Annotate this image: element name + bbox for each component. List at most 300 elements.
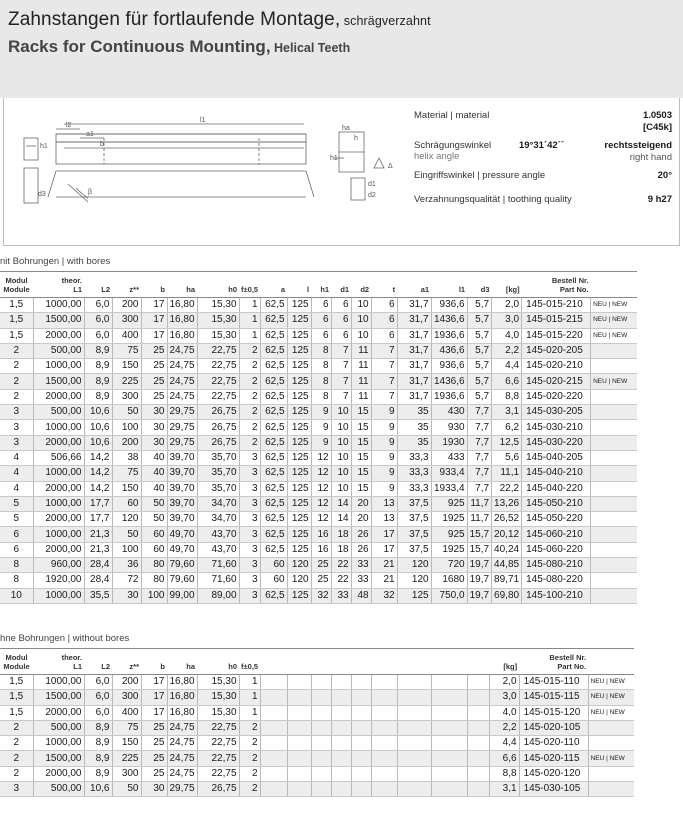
table-cell: 145-020-220 — [522, 389, 591, 404]
table-cell: 2 — [0, 359, 33, 374]
table-cell — [431, 720, 467, 735]
table-cell: 15,30 — [197, 298, 239, 313]
table-row — [0, 751, 634, 766]
table-cell: 145-040-205 — [522, 450, 591, 465]
table-cell: 5 — [0, 512, 33, 527]
table-cell: 62,5 — [260, 420, 287, 435]
table-cell: 14,2 — [84, 481, 112, 496]
table-cell: 6,0 — [84, 328, 112, 343]
table-cell: 22,75 — [197, 374, 239, 389]
col-z: z** — [112, 272, 141, 298]
col-partno-text: Part No. — [559, 285, 589, 294]
col-empty — [397, 649, 431, 675]
label-d1: d1 — [368, 181, 376, 188]
label-h1: h1 — [40, 143, 48, 150]
table-cell: 1 — [239, 328, 260, 343]
table-cell: 25 — [141, 389, 167, 404]
table-cell: 35,70 — [197, 450, 239, 465]
table-cell: 145-050-210 — [522, 496, 591, 511]
table-cell: 2 — [239, 389, 260, 404]
table-cell: 125 — [287, 328, 311, 343]
table-cell: 15 — [351, 420, 371, 435]
table-cell: 30 — [141, 405, 167, 420]
table-cell: NEU | NEW — [591, 298, 637, 313]
table-cell: 5,7 — [467, 313, 491, 328]
table-cell — [591, 573, 637, 588]
table-cell — [467, 736, 489, 751]
label-ha: ha — [342, 125, 350, 132]
table-cell: 120 — [287, 573, 311, 588]
table-cell: 3 — [239, 573, 260, 588]
col-module-en: Module — [3, 662, 30, 671]
table-cell: 5,6 — [492, 450, 522, 465]
table-cell — [397, 736, 431, 751]
table-cell: 1925 — [431, 542, 467, 557]
table-cell: 17,7 — [84, 496, 112, 511]
col-bestell: Bestell Nr. — [551, 276, 589, 285]
col-h1: h1 — [311, 272, 331, 298]
table-cell: 39,70 — [167, 450, 197, 465]
col-l1 — [33, 649, 84, 675]
table-cell: 4,0 — [489, 705, 519, 720]
table-cell: 2 — [239, 720, 260, 735]
table-cell — [591, 512, 637, 527]
table-cell: 10 — [331, 450, 351, 465]
table-cell: 71,60 — [197, 573, 239, 588]
table-cell: 2,2 — [492, 343, 522, 358]
table-cell: 8,9 — [84, 389, 112, 404]
table-cell: 14,2 — [84, 466, 112, 481]
col-ha: ha — [167, 649, 197, 675]
col-modul — [0, 649, 33, 675]
table-cell: 37,5 — [397, 512, 431, 527]
table-cell: 2,2 — [489, 720, 519, 735]
table-cell: 24,75 — [167, 374, 197, 389]
table-cell: 3 — [239, 450, 260, 465]
helix-value: 19°31´42´´ — [519, 140, 564, 151]
table-cell — [260, 766, 287, 781]
table-cell — [397, 720, 431, 735]
table-cell — [397, 782, 431, 797]
table-cell: 2 — [0, 720, 33, 735]
table-cell: 6,0 — [84, 705, 112, 720]
table-cell: 62,5 — [260, 542, 287, 557]
table-cell — [467, 690, 489, 705]
table-cell: 22 — [331, 558, 351, 573]
table-cell: 2 — [239, 359, 260, 374]
table-cell: 5,7 — [467, 389, 491, 404]
table-cell: 125 — [287, 359, 311, 374]
table-cell — [351, 766, 371, 781]
table-cell — [371, 736, 397, 751]
table-row — [0, 389, 637, 404]
table-cell: 22,2 — [492, 481, 522, 496]
table-cell: 1436,6 — [431, 313, 467, 328]
table-cell: 145-030-105 — [519, 782, 588, 797]
table-cell: 145-015-220 — [522, 328, 591, 343]
table-cell: 936,6 — [431, 298, 467, 313]
table-cell: 4 — [0, 481, 33, 496]
table-cell: 13 — [371, 512, 397, 527]
table-cell: 11,7 — [467, 496, 491, 511]
table-cell: 3 — [239, 558, 260, 573]
label-a1: a1 — [86, 131, 94, 138]
table-cell: 145-015-115 — [519, 690, 588, 705]
table-cell: 89,71 — [492, 573, 522, 588]
table-cell — [287, 766, 311, 781]
col-new — [588, 649, 634, 675]
table-cell: 8,9 — [84, 736, 112, 751]
table-cell: 1 — [239, 675, 260, 690]
table-cell: 6,6 — [492, 374, 522, 389]
table-cell: 31,7 — [397, 328, 431, 343]
table-cell: 145-020-105 — [519, 720, 588, 735]
table-cell: 1000,00 — [33, 588, 84, 603]
table-cell: 22,75 — [197, 359, 239, 374]
table-cell: 9 — [371, 466, 397, 481]
table-cell: 7 — [331, 359, 351, 374]
table-cell — [397, 705, 431, 720]
table-cell: 30 — [141, 420, 167, 435]
table-cell: 14 — [331, 512, 351, 527]
col-empty — [287, 649, 311, 675]
table-cell: 6 — [311, 313, 331, 328]
table-cell: 79,60 — [167, 573, 197, 588]
table-cell: 9 — [371, 405, 397, 420]
table-cell: 11,1 — [492, 466, 522, 481]
table-row — [0, 328, 637, 343]
table-cell: 16,80 — [167, 675, 197, 690]
table-cell: 30 — [112, 588, 141, 603]
table-cell: 35,70 — [197, 481, 239, 496]
table-cell: 33,3 — [397, 481, 431, 496]
table-cell — [431, 705, 467, 720]
table-cell: 3,0 — [492, 313, 522, 328]
table-cell: 120 — [397, 573, 431, 588]
table-cell: 125 — [287, 420, 311, 435]
table-cell: 1933,4 — [431, 481, 467, 496]
label-l2: l2 — [66, 122, 72, 129]
table-cell: 125 — [287, 343, 311, 358]
table-cell: 145-020-210 — [522, 359, 591, 374]
col-l2: L2 — [84, 272, 112, 298]
table-cell: 22,75 — [197, 766, 239, 781]
section-title-with-bores: nit Bohrungen | with bores — [0, 256, 111, 267]
table-cell: NEU | NEW — [591, 328, 637, 343]
table-cell: 6 — [331, 328, 351, 343]
spec-quality — [414, 194, 672, 214]
table-cell: 1680 — [431, 573, 467, 588]
col-t: t — [371, 272, 397, 298]
table-cell: 125 — [287, 435, 311, 450]
table-cell: 16,80 — [167, 690, 197, 705]
col-z: z** — [112, 649, 141, 675]
table-row — [0, 527, 637, 542]
table-cell: 7,7 — [467, 466, 491, 481]
table-cell: 32 — [371, 588, 397, 603]
table-cell: 39,70 — [167, 496, 197, 511]
table-cell: 26,52 — [492, 512, 522, 527]
table-cell: 31,7 — [397, 343, 431, 358]
table-cell: 71,60 — [197, 558, 239, 573]
col-empty — [371, 649, 397, 675]
table-cell: 936,6 — [431, 359, 467, 374]
table-cell — [371, 720, 397, 735]
table-cell: 10,6 — [84, 420, 112, 435]
table-cell: 933,4 — [431, 466, 467, 481]
table-cell: 125 — [287, 405, 311, 420]
table-row — [0, 573, 637, 588]
table-cell: NEU | NEW — [588, 690, 634, 705]
table-cell: 145-080-220 — [522, 573, 591, 588]
table-cell — [431, 675, 467, 690]
table-cell — [260, 675, 287, 690]
table-cell: 8 — [311, 374, 331, 389]
table-cell: 7,7 — [467, 481, 491, 496]
table-cell: 4,4 — [492, 359, 522, 374]
table-cell: 125 — [287, 450, 311, 465]
table-cell: 37,5 — [397, 496, 431, 511]
table-cell: 35 — [397, 435, 431, 450]
table-cell: 506,66 — [33, 450, 84, 465]
table-cell: 3,1 — [489, 782, 519, 797]
table-cell: 3 — [239, 542, 260, 557]
col-d1: d1 — [331, 272, 351, 298]
label-d3: d3 — [38, 191, 46, 198]
spec-pressure — [414, 170, 672, 194]
page-header — [0, 0, 683, 98]
table-cell: 62,5 — [260, 496, 287, 511]
table-cell: 2000,00 — [33, 328, 84, 343]
table-cell: 5,7 — [467, 359, 491, 374]
table-cell: 2 — [0, 766, 33, 781]
table-cell — [260, 720, 287, 735]
col-kg: [kg] — [492, 272, 522, 298]
table-cell: 62,5 — [260, 359, 287, 374]
table-cell: 11 — [351, 343, 371, 358]
table-cell: 150 — [112, 481, 141, 496]
col-d2: d2 — [351, 272, 371, 298]
table-cell: 1920,00 — [33, 573, 84, 588]
table-cell — [331, 720, 351, 735]
col-h0: h0 — [197, 272, 239, 298]
table-cell: 4 — [0, 450, 33, 465]
table-cell: 125 — [287, 389, 311, 404]
material-value-short: [C45k] — [642, 122, 672, 133]
table-cell: 4,0 — [492, 328, 522, 343]
table-cell: 6 — [331, 298, 351, 313]
table-cell: 1 — [239, 298, 260, 313]
table-with-bores — [0, 271, 637, 604]
table-cell: 2 — [239, 782, 260, 797]
table-cell: 125 — [287, 466, 311, 481]
table-cell: 10 — [0, 588, 33, 603]
table-cell: 6 — [371, 328, 397, 343]
table-cell: 8,9 — [84, 766, 112, 781]
table-row — [0, 558, 637, 573]
table-cell: 6 — [331, 313, 351, 328]
table-cell: 10 — [331, 466, 351, 481]
table-cell: 200 — [112, 675, 141, 690]
table-cell: 145-015-110 — [519, 675, 588, 690]
table-cell: 225 — [112, 751, 141, 766]
table-cell: 145-015-215 — [522, 313, 591, 328]
table-cell — [287, 751, 311, 766]
table-cell: 31,7 — [397, 359, 431, 374]
col-module-en: Module — [3, 285, 30, 294]
table-cell — [591, 588, 637, 603]
table-cell: NEU | NEW — [591, 313, 637, 328]
table-cell — [591, 420, 637, 435]
table-cell: 750,0 — [431, 588, 467, 603]
table-cell: 300 — [112, 766, 141, 781]
col-l2: L2 — [84, 649, 112, 675]
table-cell: 2,0 — [492, 298, 522, 313]
helix-direction: rechtssteigend — [604, 140, 672, 151]
table-cell — [431, 782, 467, 797]
title-english — [8, 37, 683, 57]
table-cell: 15 — [351, 466, 371, 481]
table-cell: 18 — [331, 542, 351, 557]
table-cell: 15 — [351, 405, 371, 420]
table-cell: 17 — [141, 328, 167, 343]
table-cell: 500,00 — [33, 343, 84, 358]
table-cell: 5,7 — [467, 298, 491, 313]
table-cell — [591, 405, 637, 420]
table-cell: 1500,00 — [33, 313, 84, 328]
table-cell: 39,70 — [167, 481, 197, 496]
table-cell: 15,30 — [197, 705, 239, 720]
table-cell: 3 — [239, 512, 260, 527]
table-cell: 145-060-210 — [522, 527, 591, 542]
table-cell: 3 — [0, 405, 33, 420]
table-cell — [287, 736, 311, 751]
table-cell: 2,0 — [489, 675, 519, 690]
table-cell: 145-020-120 — [519, 766, 588, 781]
table-cell: 6 — [0, 542, 33, 557]
table-cell: 6 — [311, 298, 331, 313]
quality-value: 9 h27 — [647, 194, 672, 205]
header-row — [0, 649, 634, 675]
table-cell — [331, 736, 351, 751]
table-cell: 20 — [351, 496, 371, 511]
rack-body — [56, 142, 306, 164]
table-cell: 12 — [311, 466, 331, 481]
table-cell: 145-015-210 — [522, 298, 591, 313]
table-cell: 6 — [311, 328, 331, 343]
table-cell: 1,5 — [0, 690, 33, 705]
table-cell: 300 — [112, 313, 141, 328]
table-cell: 6 — [371, 313, 397, 328]
table-cell: 21,3 — [84, 542, 112, 557]
table-cell: 2000,00 — [33, 542, 84, 557]
table-cell: 1930 — [431, 435, 467, 450]
table-cell: 1 — [239, 313, 260, 328]
col-d3: d3 — [467, 272, 491, 298]
table-cell: 33 — [351, 573, 371, 588]
table-cell: 5,7 — [467, 343, 491, 358]
header-row — [0, 272, 637, 298]
table-cell: 62,5 — [260, 298, 287, 313]
table-cell: 62,5 — [260, 343, 287, 358]
col-empty — [260, 649, 287, 675]
table-cell: 29,75 — [167, 420, 197, 435]
table-cell: 8 — [0, 573, 33, 588]
col-modul — [0, 272, 33, 298]
table-cell: 12,5 — [492, 435, 522, 450]
table-cell — [351, 705, 371, 720]
table-cell: 6,0 — [84, 675, 112, 690]
helix-direction-en: right hand — [629, 152, 672, 163]
table-cell: 930 — [431, 420, 467, 435]
table-cell: 80 — [141, 573, 167, 588]
table-cell: 3 — [239, 527, 260, 542]
table-cell: 43,70 — [197, 527, 239, 542]
table-cell: 75 — [112, 720, 141, 735]
table-cell: 62,5 — [260, 374, 287, 389]
table-cell: 1,5 — [0, 705, 33, 720]
table-cell: 2 — [239, 736, 260, 751]
table-cell — [351, 675, 371, 690]
label-b: b — [100, 141, 104, 148]
table-cell: 29,75 — [167, 435, 197, 450]
table-cell — [467, 720, 489, 735]
col-l1-text: L1 — [73, 285, 82, 294]
table-cell: 145-030-205 — [522, 405, 591, 420]
table-cell: 8 — [311, 359, 331, 374]
table-cell — [311, 751, 331, 766]
table-cell: NEU | NEW — [588, 675, 634, 690]
table-cell: 120 — [112, 512, 141, 527]
table-cell: 8,8 — [492, 389, 522, 404]
table-cell: 2000,00 — [33, 766, 84, 781]
table-cell: 26 — [351, 542, 371, 557]
col-l: l — [287, 272, 311, 298]
table-cell: 33,3 — [397, 466, 431, 481]
table-cell: 75 — [112, 343, 141, 358]
col-a1: a1 — [397, 272, 431, 298]
table-cell: 4 — [0, 466, 33, 481]
table-cell: 22,75 — [197, 720, 239, 735]
table-cell: 10,6 — [84, 405, 112, 420]
table-cell: 2 — [239, 374, 260, 389]
table-cell: 31,7 — [397, 389, 431, 404]
table-cell — [311, 736, 331, 751]
table-cell — [431, 766, 467, 781]
table-cell: 500,00 — [33, 782, 84, 797]
table-row — [0, 736, 634, 751]
table-cell: 1 — [239, 690, 260, 705]
table-cell — [591, 343, 637, 358]
table-cell: 125 — [287, 496, 311, 511]
table-row — [0, 374, 637, 389]
table-cell: 17 — [141, 313, 167, 328]
table-cell: 19,7 — [467, 558, 491, 573]
pressure-value: 20° — [657, 170, 672, 181]
table-cell: 24,75 — [167, 389, 197, 404]
table-cell: 7 — [331, 374, 351, 389]
table-row — [0, 343, 637, 358]
table-cell: 60 — [260, 573, 287, 588]
table-cell: 433 — [431, 450, 467, 465]
table-row — [0, 766, 634, 781]
table-cell: 1 — [239, 705, 260, 720]
col-new — [591, 272, 637, 298]
table-row — [0, 481, 637, 496]
table-cell: 9 — [311, 435, 331, 450]
col-empty — [467, 649, 489, 675]
table-cell — [591, 527, 637, 542]
